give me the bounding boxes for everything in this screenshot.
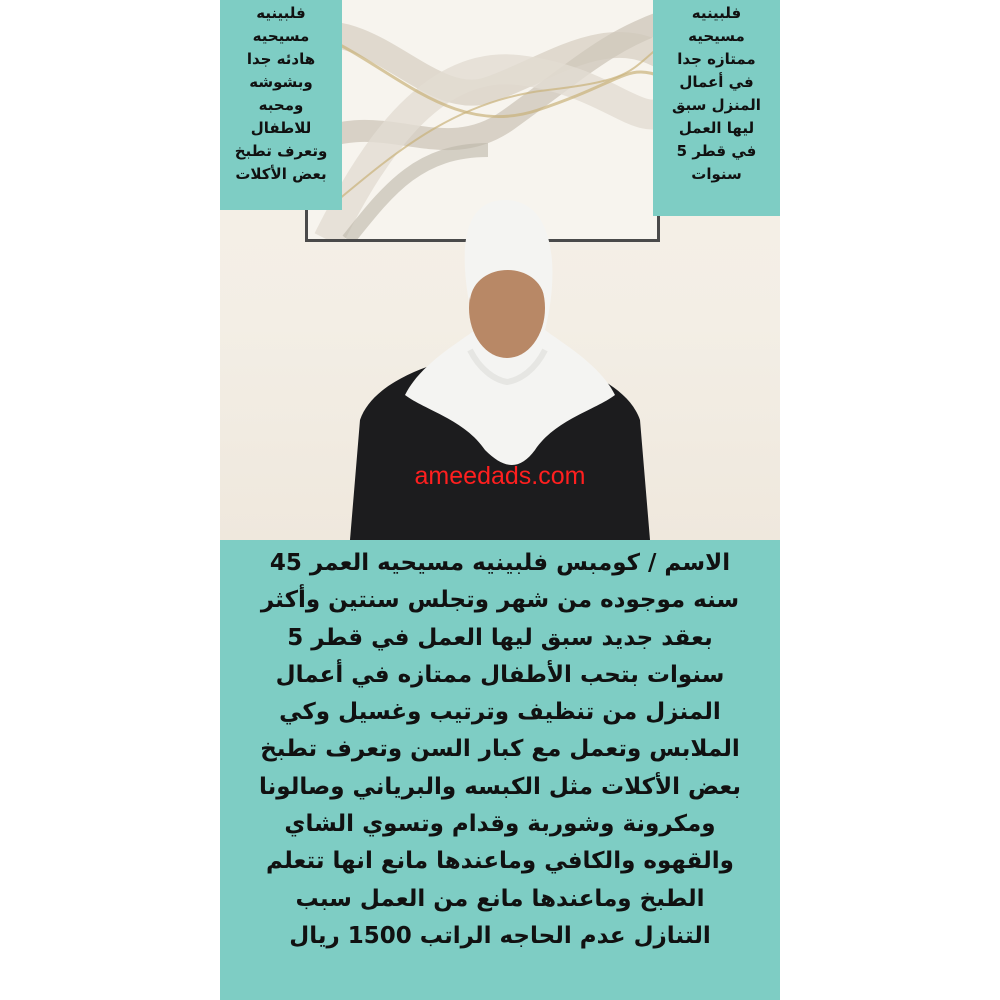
- description-line: سنه موجوده من شهر وتجلس سنتين وأكثر: [260, 587, 740, 614]
- info-line: ليها العمل: [678, 119, 755, 137]
- info-line: مسيحيه: [688, 27, 745, 45]
- description-line: ومكرونة وشوربة وقدام وتسوي الشاي: [284, 811, 716, 838]
- info-line: في أعمال: [679, 73, 754, 91]
- info-line: المنزل سبق: [672, 96, 761, 114]
- info-line: مسيحيه: [252, 27, 310, 45]
- info-line: للاطفال: [250, 119, 312, 137]
- info-line: ومحبه: [258, 96, 304, 114]
- description-text: [220, 545, 780, 995]
- watermark: ameedads.com: [414, 462, 586, 490]
- info-line: وتعرف تطبخ: [234, 142, 328, 160]
- info-line: في قطر 5: [676, 142, 757, 160]
- info-line: بعض الأكلات: [235, 165, 327, 183]
- description-line: بعقد جديد سبق ليها العمل في قطر 5: [287, 624, 713, 651]
- description-line: سنوات بتحب الأطفال ممتازه في أعمال: [275, 661, 725, 688]
- info-line: ممتازه جدا: [677, 50, 756, 68]
- info-line: هادئه جدا: [246, 50, 316, 68]
- description-line: الاسم / كومبس فلبينيه مسيحيه العمر 45: [269, 550, 731, 576]
- description-line: الطبخ وماعندها مانع من العمل سبب: [295, 885, 705, 912]
- info-box-left: [220, 0, 342, 210]
- description-line: الملابس وتعمل مع كبار السن وتعرف تطبخ: [260, 736, 740, 763]
- description-line: المنزل من تنظيف وترتيب وغسيل وكي: [279, 699, 721, 726]
- listing-card: [220, 0, 780, 1000]
- description-line: بعض الأكلات مثل الكبسه والبرياني وصالونا: [259, 773, 741, 800]
- info-line: وبشوشه: [249, 73, 313, 91]
- description-line: والقهوه والكافي وماعندها مانع انها تتعلم: [266, 848, 734, 875]
- description-line: التنازل عدم الحاجه الراتب 1500 ريال: [289, 922, 711, 949]
- info-line: فلبينيه: [256, 4, 306, 22]
- info-line: سنوات: [691, 165, 742, 183]
- info-line: فلبينيه: [691, 4, 742, 22]
- info-box-right: [653, 0, 780, 216]
